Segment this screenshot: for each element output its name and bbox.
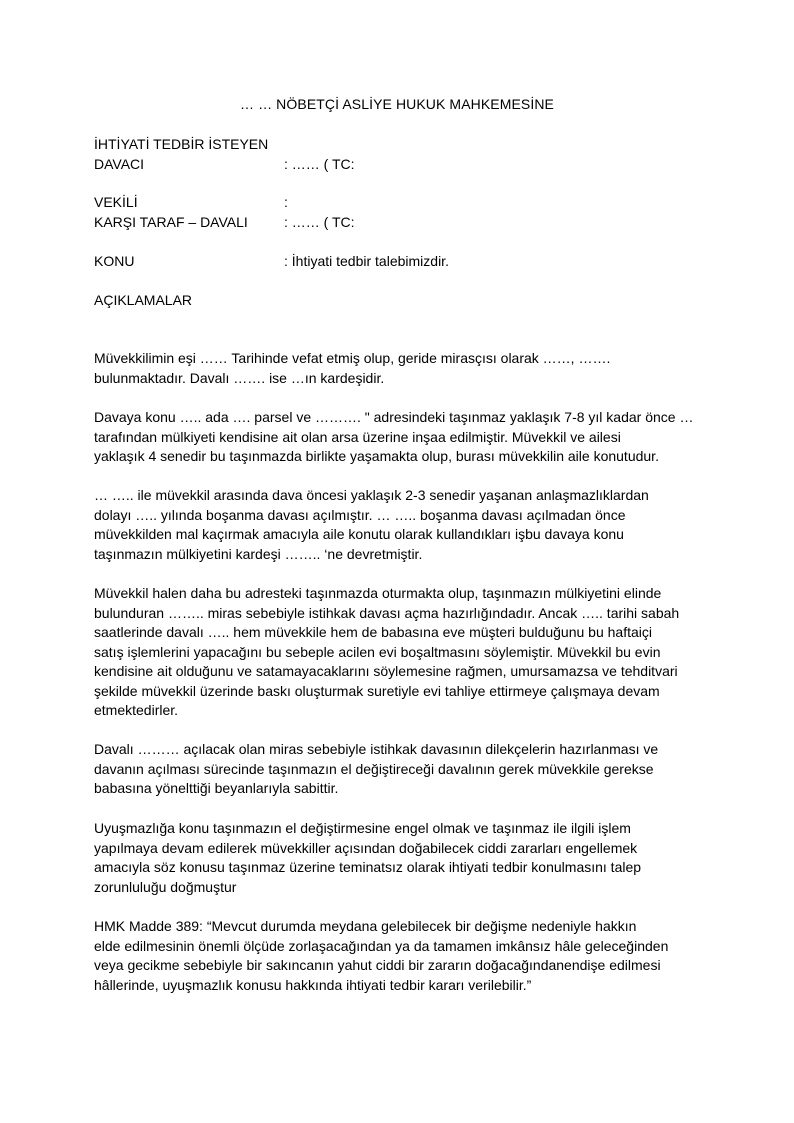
- field-label: VEKİLİ: [94, 194, 138, 210]
- paragraph-line: müvekkilden mal kaçırmak amacıyla aile konutu olarak kullandıkları işbu davaya konu: [94, 526, 624, 542]
- paragraph-line: bulunmaktadır. Davalı ……. ise …ın kardeşidir.: [94, 369, 385, 386]
- paragraph-line: davanın açılması sürecinde taşınmazın el değiştireceği davalının gerek müvekkile gerekse: [94, 760, 654, 777]
- paragraph-line: HMK Madde 389: “Mevcut durumda meydana gelebilecek bir değişme nedeniyle hakkın: [94, 918, 637, 934]
- paragraph-1: [94, 349, 706, 388]
- paragraph-line: elde edilmesinin önemli ölçüde zorlaşacağından ya da tamamen imkânsız hâle geleceğinden: [94, 937, 669, 954]
- paragraph-4: [94, 584, 706, 721]
- field-label: KARŞI TARAF – DAVALI: [94, 214, 248, 230]
- paragraph-line: babasına yönelttiği beyanlarıyla sabittir.: [94, 780, 339, 796]
- paragraph-line: amacıyla söz konusu taşınmaz üzerine teminatsız olarak ihtiyati tedbir konulmasını talep: [94, 859, 642, 875]
- paragraph-line: yaklaşık 4 senedir bu taşınmazda birlikte yaşamakta olup, burası müvekkilin aile konutudur.: [94, 448, 659, 464]
- section-heading-aciklamalar: AÇIKLAMALAR: [94, 292, 193, 308]
- field-davaci: [94, 156, 355, 172]
- paragraph-line: satış işlemlerini yapacağını bu sebeple acilen evi boşaltmasını söylemiştir. Müvekkil bu evin: [94, 643, 661, 660]
- field-konu: [94, 253, 449, 269]
- paragraph-line: … ….. ile müvekkil arasında dava öncesi yaklaşık 2-3 senedir yaşanan anlaşmazlıklardan: [94, 487, 649, 503]
- paragraph-line: taşınmazın mülkiyetini kardeşi …….. ‘ne devretmiştir.: [94, 545, 423, 562]
- field-value: : İhtiyati tedbir talebimizdir.: [284, 253, 449, 269]
- paragraph-line: saatlerinde davalı ….. hem müvekkile hem de babasına eve müşteri bulduğunu bu haftaiçi: [94, 624, 652, 640]
- field-value: : …… ( TC:: [284, 156, 355, 172]
- paragraph-line: Uyuşmazlığa konu taşınmazın el değiştirmesine engel olmak ve taşınmaz ile ilgili işlem: [94, 820, 631, 836]
- paragraph-line: etmektedirler.: [94, 702, 179, 718]
- paragraph-line: Müvekkil halen daha bu adresteki taşınmazda oturmakta olup, taşınmazın mülkiyetini elinde: [94, 585, 662, 601]
- field-ihtiyati-tedbir-isteyen: [94, 136, 284, 152]
- paragraph-line: hâllerinde, uyuşmazlık konusu hakkında ihtiyati tedbir kararı verilebilir.”: [94, 976, 532, 993]
- paragraph-5: [94, 740, 706, 799]
- field-label: KONU: [94, 253, 135, 269]
- paragraph-line: tarafından mülkiyeti kendisine ait olan arsa üzerine inşaa edilmiştir. Müvekkil ve ailesi: [94, 428, 621, 445]
- paragraph-line: şekilde müvekkil üzerinde baskı oluşturmak suretiyle evi tahliye ettirmeye çalışmaya devam: [94, 682, 660, 699]
- court-title: … … NÖBETÇİ ASLİYE HUKUK MAHKEMESİNE: [240, 96, 554, 112]
- paragraph-line: yapılmaya devam edilerek müvekkiller açısından doğabilecek ciddi zararları engellemek: [94, 839, 638, 856]
- paragraph-line: Davalı ……… açılacak olan miras sebebiyle istihkak davasının dilekçelerin hazırlanması ve: [94, 741, 659, 757]
- paragraph-hmk-389-quote: [94, 917, 706, 995]
- paragraph-line: bulunduran …….. miras sebebiyle istihkak davası açma hazırlığındadır. Ancak ….. tarihi sabah: [94, 604, 680, 621]
- paragraph-2: [94, 408, 706, 467]
- paragraph-line: kendisine ait olduğunu ve satamayacaklarını söylemesine rağmen, umursamazsa ve tehditvari: [94, 663, 678, 679]
- paragraph-6: [94, 819, 706, 897]
- paragraph-line: veya gecikme sebebiyle bir sakıncanın yahut ciddi bir zararın doğacağındanendişe edilmesi: [94, 957, 661, 973]
- field-vekili: [94, 194, 288, 210]
- paragraph-line: zorunluluğu doğmuştur: [94, 878, 237, 895]
- field-label: İHTİYATİ TEDBİR İSTEYEN: [94, 136, 269, 152]
- paragraph-line: dolayı ….. yılında boşanma davası açılmıştır. … ….. boşanma davası açılmadan önce: [94, 506, 626, 523]
- paragraph-line: Davaya konu ….. ada …. parsel ve ………. " adresindeki taşınmaz yaklaşık 7-8 yıl kadar önce …: [94, 409, 694, 425]
- field-label: DAVACI: [94, 156, 145, 172]
- field-value: :: [284, 194, 288, 210]
- field-karsi-taraf-davali: [94, 214, 355, 230]
- field-value: : …… ( TC:: [284, 214, 355, 230]
- paragraph-3: [94, 486, 706, 564]
- paragraph-line: Müvekkilimin eşi …… Tarihinde vefat etmiş olup, geride mirasçısı olarak ……, …….: [94, 350, 611, 366]
